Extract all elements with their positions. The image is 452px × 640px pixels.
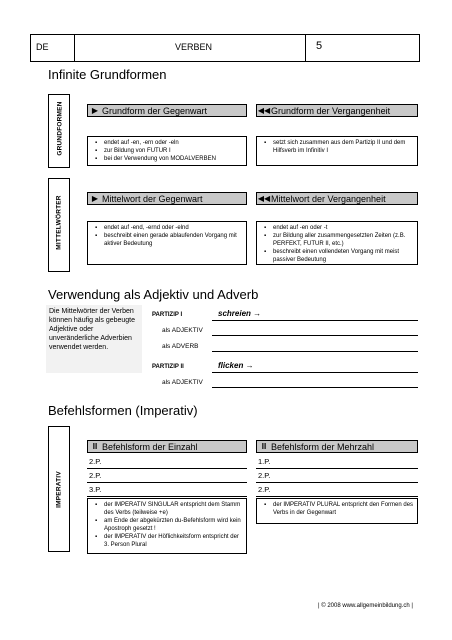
grundformen-right-box — [256, 136, 418, 166]
imperativ-right-row: 2.P. — [256, 483, 418, 497]
mittelwoerter-right-item: ▪ zur Bildung aller zusammengesetzten Zeiten (z.B. PERFEKT, FUTUR II, etc.) — [273, 232, 415, 248]
grundformen-left-box — [87, 136, 247, 166]
adverb1-label: als ADVERB — [162, 343, 199, 350]
mittelwoerter-left-item: ▪ beschreibt einen gerade ablaufenden Vorgang mit aktiver Bedeutung — [104, 232, 244, 248]
section-title-verwendung: Verwendung als Adjektiv und Adverb — [48, 287, 259, 302]
imperativ-right-row: 1.P. — [256, 455, 418, 469]
partizip2-line — [212, 372, 418, 373]
imperativ-right-row: 2.P. — [256, 469, 418, 483]
imperativ-right-item: ▪ der IMPERATIV PLURAL entspricht den Formen des Verbs in der Gegenwart — [273, 501, 415, 517]
header-divider-1 — [74, 34, 75, 62]
imperativ-left-row: 2.P. — [87, 455, 247, 469]
imperativ-right-header: II Befehlsform der Mehrzahl — [256, 440, 418, 453]
imperativ-left-header: II Befehlsform der Einzahl — [87, 440, 247, 453]
mittelwoerter-right-item: ▪ beschreibt einen vollendeten Vorgang mit meist passiver Bedeutung — [273, 248, 415, 264]
adjektiv2-label: als ADJEKTIV — [162, 379, 203, 386]
imperativ-left-item: ▪ am Ende der abgekürzten du-Befehlsform wird kein Apostroph gesetzt ! — [104, 517, 244, 533]
play-icon: ▶ — [91, 194, 99, 203]
partizip1-label: PARTIZIP I — [152, 312, 183, 318]
partizip1-word: schreien → — [218, 309, 262, 318]
grundformen-left-item: ▪ endet auf -en, -ern oder -eln — [104, 139, 244, 147]
pause-icon: II — [261, 442, 267, 451]
imperativ-right-box — [256, 498, 418, 524]
adjektiv2-line — [212, 387, 418, 388]
adverb1-line — [212, 351, 418, 352]
mittelwoerter-right-box — [256, 221, 418, 265]
mittelwoerter-left-box — [87, 221, 247, 265]
imperativ-left-item: ▪ der IMPERATIV SINGULAR entspricht dem Stamm des Verbs (teilweise +e) — [104, 501, 244, 517]
partizip2-label: PARTIZIP II — [152, 364, 184, 370]
verwendung-note: Die Mittelwörter der Verben können häufig als gebeugte Adjektive oder unveränderliche Adverbien verwendet werden. — [49, 308, 136, 351]
grundformen-left-header: ▶ Grundform der Gegenwart — [87, 104, 247, 117]
mittelwoerter-right-item: ▪ endet auf -en oder -t — [273, 224, 415, 232]
grundformen-left-item: ▪ bei der Verwendung von MODALVERBEN — [104, 155, 244, 163]
imperativ-label: IMPERATIV — [55, 471, 63, 508]
header-language: DE — [36, 42, 49, 52]
play-icon: ▶ — [91, 106, 99, 115]
verwendung-note-box — [46, 305, 142, 373]
imperativ-left-row: 3.P. — [87, 483, 247, 497]
pause-icon: II — [92, 442, 98, 451]
mittelwoerter-left-header: ▶ Mittelwort der Gegenwart — [87, 192, 247, 205]
rewind-icon: ◀◀ — [257, 106, 271, 115]
arrow-right-icon: → — [253, 309, 262, 318]
imperativ-left-item: ▪ der IMPERATIV der Höflichkeitsform entspricht der 3. Person Plural — [104, 533, 244, 549]
mittelwoerter-right-header: ◀◀ Mittelwort der Vergangenheit — [256, 192, 418, 205]
section-title-infinite: Infinite Grundformen — [48, 67, 167, 82]
grundformen-right-header: ◀◀ Grundform der Vergangenheit — [256, 104, 418, 117]
adjektiv1-label: als ADJEKTIV — [162, 327, 203, 334]
mittelwoerter-label: MITTELWÖRTER — [55, 195, 63, 250]
partizip2-word: flicken → — [218, 361, 254, 370]
grundformen-label: GRUNDFORMEN — [56, 101, 64, 156]
rewind-icon: ◀◀ — [257, 194, 271, 203]
section-title-befehl: Befehlsformen (Imperativ) — [48, 403, 198, 418]
header-divider-2 — [305, 34, 306, 62]
arrow-right-icon: → — [245, 361, 254, 370]
partizip1-line — [212, 320, 418, 321]
grundformen-left-item: ▪ zur Bildung von FUTUR I — [104, 147, 244, 155]
imperativ-left-row: 2.P. — [87, 469, 247, 483]
grundformen-right-item: ▪ setzt sich zusammen aus dem Partizip II und dem Hilfsverb im Infinitiv I — [273, 139, 415, 155]
mittelwoerter-left-item: ▪ endet auf -end, -ernd oder -elnd — [104, 224, 244, 232]
adjektiv1-line — [212, 335, 418, 336]
imperativ-left-box — [87, 498, 247, 554]
page-header — [30, 34, 420, 62]
header-title: VERBEN — [175, 42, 213, 52]
footer: | © 2008 www.allgemeinbildung.ch | — [318, 603, 413, 609]
page-number: 5 — [316, 40, 323, 52]
